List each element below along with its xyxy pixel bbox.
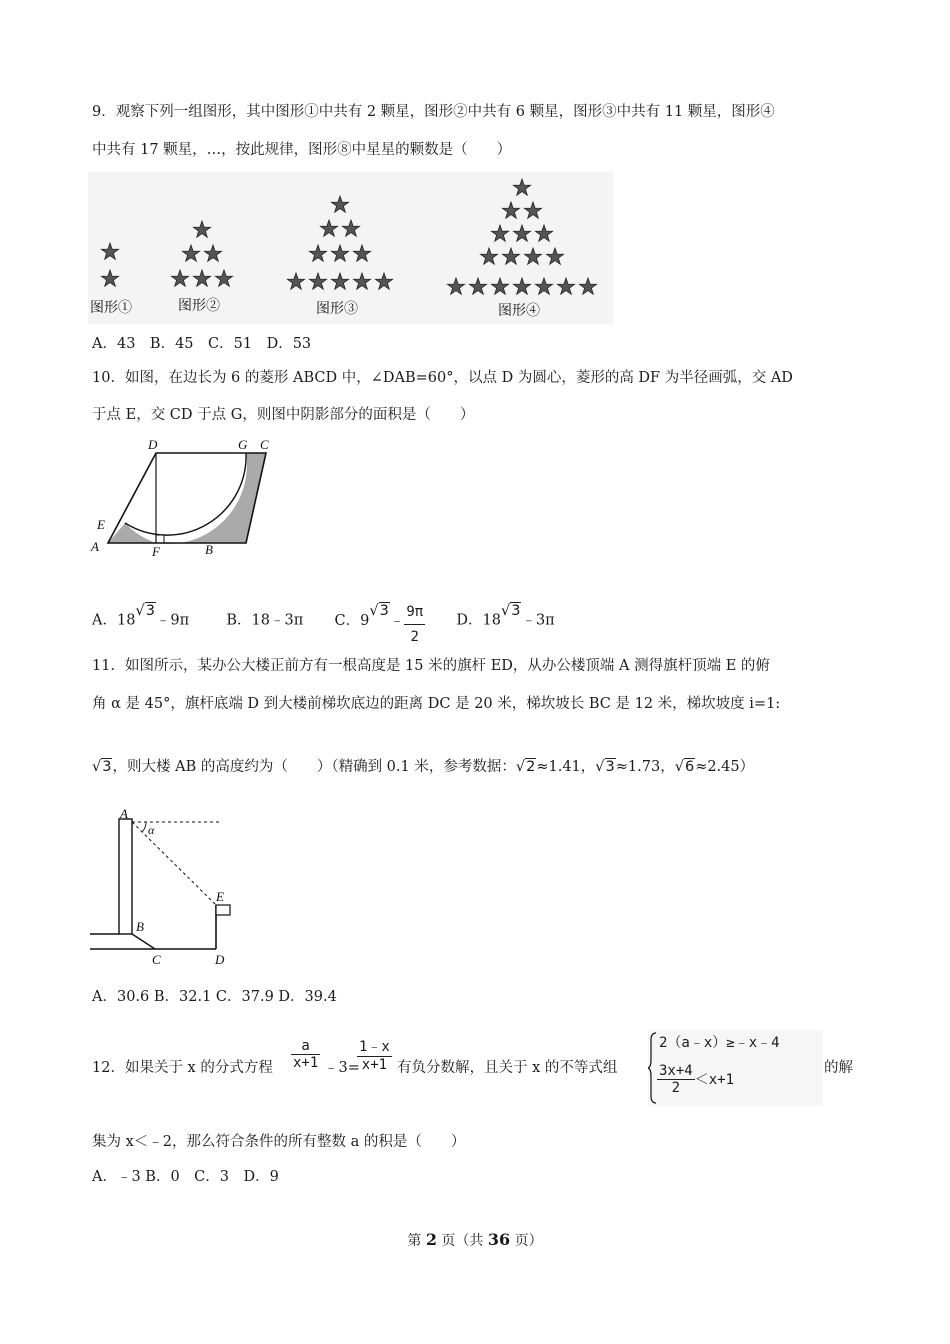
- label-A: A: [91, 539, 99, 554]
- fraction: $\frac{3x+4}{2}$: [659, 1063, 693, 1096]
- q10-option-d: D．18√3﹣3π: [456, 602, 555, 629]
- sqrt: √3: [135, 602, 155, 619]
- fig-label-4: 图形④: [498, 304, 540, 319]
- q11-options: A．30.6 B．32.1 C．37.9 D．39.4: [92, 989, 337, 1005]
- sqrt: √2: [515, 759, 536, 775]
- inequality-2: $\frac{3x+4}{2}$ ＜x+1: [659, 1063, 735, 1096]
- q11-stem-line3: √3，则大楼 AB 的高度约为（ ）（精确到 0.1 米，参考数据：√2≈1.41，√3≈1.73，√6≈2.45）: [92, 759, 755, 775]
- label-C: C: [152, 952, 161, 967]
- fraction: $\frac{9\pi}{2}$: [404, 600, 425, 649]
- label-B: B: [136, 919, 144, 934]
- q10-option-a: A．18√3﹣9π: [92, 602, 190, 629]
- label-A: A: [120, 806, 128, 821]
- label-D: D: [148, 437, 158, 452]
- q10-option-c: C．9√3﹣ $\frac{9\pi}{2}$: [335, 613, 430, 629]
- q12-stem-line2: 集为 x＜﹣2，那么符合条件的所有整数 a 的积是（ ）: [92, 1134, 466, 1150]
- inequality-1: 2（a﹣x）≥﹣x﹣4: [659, 1035, 780, 1051]
- label-G: G: [238, 437, 248, 452]
- label-F: F: [152, 544, 160, 559]
- q12-inequality-system: [648, 1030, 823, 1106]
- q12-fraction-2: $\frac{1﹣x}{x+1}$: [357, 1036, 392, 1073]
- sqrt: √3: [500, 602, 521, 619]
- fig-label-1: 图形①: [90, 301, 132, 316]
- q10-stem-line1: 10．如图，在边长为 6 的菱形 ABCD 中，∠DAB=60°，以点 D 为圆心，菱形的高 DF 为半径画弧，交 AD: [92, 370, 793, 386]
- q12-stem-suffix: 的解: [824, 1060, 853, 1076]
- q10-stem-line2: 于点 E，交 CD 于点 G，则图中阴影部分的面积是（ ）: [92, 407, 475, 423]
- q12-fraction-1: $\frac{a}{x+1}$: [293, 1038, 319, 1071]
- label-D: D: [215, 952, 225, 967]
- page-footer: 第 2 页（共 36 页）: [407, 1230, 543, 1249]
- label-C: C: [260, 437, 269, 452]
- fig-label-3: 图形③: [316, 302, 358, 317]
- q12-stem-prefix: 12．如果关于 x 的分式方程: [92, 1060, 273, 1076]
- q9-stem-line2: 中共有 17 颗星，…，按此规律，图形⑧中星星的颗数是（ ）: [92, 142, 512, 158]
- q10-option-b: B．18﹣3π: [226, 612, 304, 629]
- label-B: B: [205, 542, 213, 557]
- q12-options: A．﹣3 B．0 C．3 D．9: [92, 1169, 279, 1185]
- q12-equals: ﹣3=: [324, 1060, 360, 1076]
- page-total: 36: [487, 1230, 511, 1249]
- fig-label-2: 图形②: [178, 299, 220, 314]
- q11-stem-line2: 角 α 是 45°，旗杆底端 D 到大楼前梯坎底边的距离 DC 是 20 米，梯坎坡长 BC 是 12 米，梯坎坡度 i=1:: [92, 696, 781, 712]
- page-number: 2: [425, 1230, 437, 1249]
- q9-stem-line1: 9．观察下列一组图形，其中图形①中共有 2 颗星，图形②中共有 6 颗星，图形③中共有 11 颗星，图形④: [92, 104, 775, 120]
- q11-building-figure: [88, 804, 248, 974]
- q12-stem-middle: 有负分数解，且关于 x 的不等式组: [397, 1060, 618, 1076]
- label-E: E: [216, 889, 224, 904]
- q11-stem-line1: 11．如图所示，某办公大楼正前方有一根高度是 15 米的旗杆 ED，从办公楼顶端 A 测得旗杆顶端 E 的俯: [92, 658, 770, 674]
- label-E: E: [97, 517, 105, 532]
- q10-rhombus-figure: [88, 436, 273, 561]
- q10-options: [92, 596, 555, 645]
- sqrt: √6: [674, 759, 695, 775]
- q9-options: A．43 B．45 C．51 D．53: [92, 336, 312, 352]
- sqrt: √3: [369, 602, 389, 619]
- sqrt: √3: [92, 759, 112, 775]
- label-alpha: α: [148, 823, 155, 837]
- q9-star-figure: [88, 172, 613, 324]
- sqrt: √3: [595, 759, 615, 775]
